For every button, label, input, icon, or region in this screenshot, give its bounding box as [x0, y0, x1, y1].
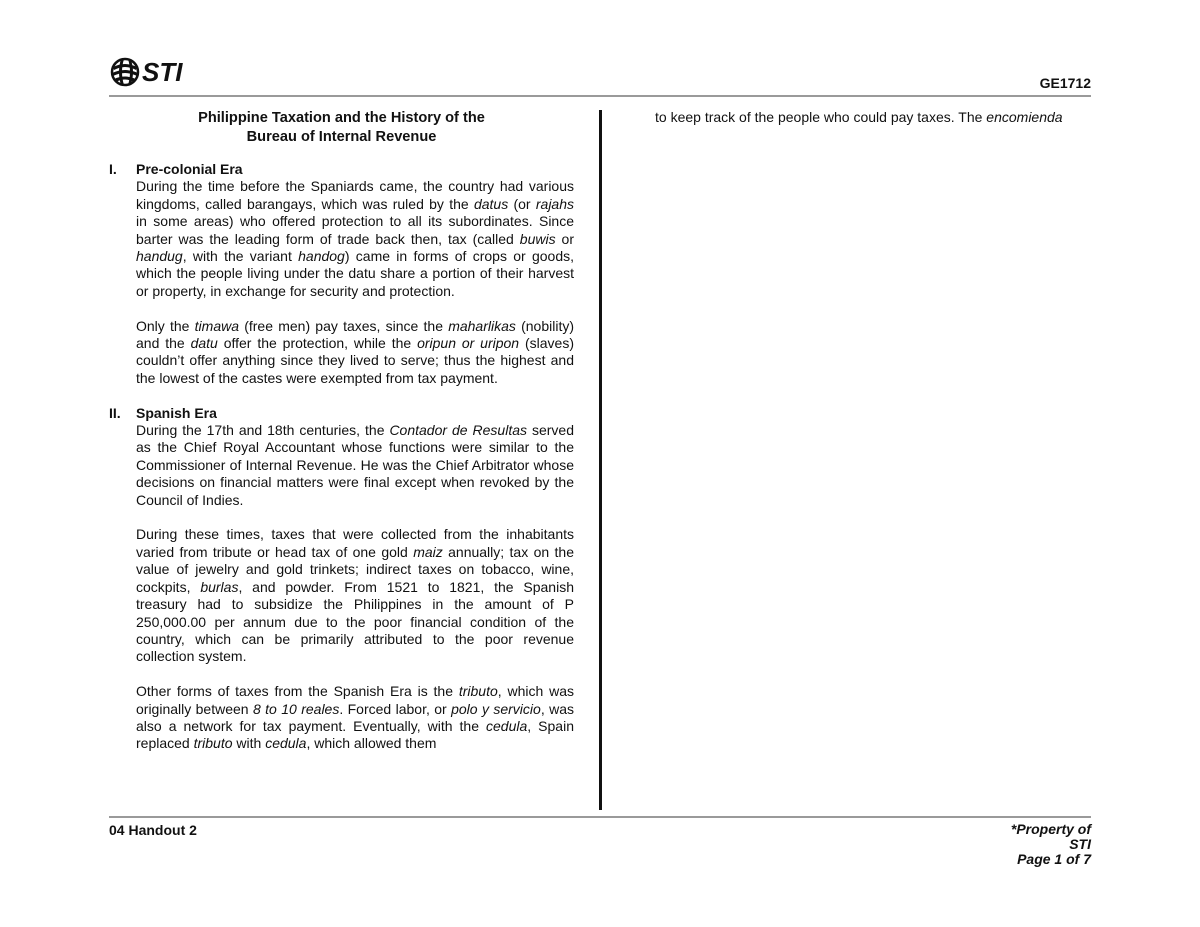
continued-text: to keep track of the people who could pay taxes. The [655, 109, 983, 125]
section-heading [109, 161, 574, 178]
globe-icon [109, 57, 141, 87]
paragraph [655, 109, 1097, 126]
handout-label: 04 Handout 2 [109, 822, 197, 838]
paragraph: During the time before the Spaniards came, the country had various kingdoms, called barangays, which was ruled by the datus (or rajahs in some areas) who offered protection to all its subordinates. Since barter was the leading form of trade back then, tax (called buwis or handug, with the variant handog) came in forms of crops or goods, which the people living under the datu share a portion of their harvest or property, in exchange for security and protection. [136, 178, 575, 299]
left-column [109, 109, 574, 753]
property-notice [971, 821, 1091, 867]
section-pre-colonial [109, 161, 574, 387]
title-line-2: Bureau of Internal Revenue [246, 129, 437, 145]
section-heading [109, 405, 574, 422]
property-line-1: *Property of [1010, 821, 1091, 837]
paragraph: Other forms of taxes from the Spanish Era is the tributo, which was originally between 8 to 10 reales. Forced labor, or polo y servicio, was also a network for tax payment. Eventually, with the cedula, Spain replaced tributo with cedula, which allowed them [136, 683, 574, 752]
right-column [655, 109, 1097, 126]
sti-logo [109, 56, 182, 88]
section-spanish-era [109, 405, 574, 753]
page-number: Page 1 of 7 [1017, 851, 1091, 867]
section-title: Spanish Era [136, 404, 217, 421]
paragraph: During these times, taxes that were collected from the inhabitants varied from tribute or head tax of one gold maiz annually; tax on the value of jewelry and gold trinkets; indirect taxes on tobacco, wine, cockpits, burlas, and powder. From 1521 to 1821, the Spanish treasury had to subsidize the Philippines in the amount of P 250,000.00 per annum due to the poor financial condition of the country, which can be primarily attributed to the poor revenue collection system. [136, 526, 574, 665]
document-title [109, 109, 574, 147]
property-line-2: STI [1069, 836, 1091, 852]
document-code: GE1712 [1039, 75, 1091, 91]
continued-italic: encomienda [986, 109, 1063, 125]
section-number: II. [109, 404, 121, 421]
header-rule [109, 95, 1091, 97]
paragraph: Only the timawa (free men) pay taxes, since the maharlikas (nobility) and the datu offer the protection, while the oripun or uripon (slaves) couldn’t offer anything since they lived to serve; thus the highest and the lowest of the castes were exempted from tax payment. [136, 317, 574, 386]
section-number: I. [109, 161, 117, 177]
footer-rule [109, 816, 1091, 818]
column-divider [599, 110, 602, 810]
title-line-1: Philippine Taxation and the History of the [198, 110, 485, 126]
paragraph: During the 17th and 18th centuries, the Contador de Resultas served as the Chief Royal Accountant whose functions were similar to the Commissioner of Internal Revenue. He was the Chief Arbitrator whose decisions on financial matters were final except when revoked by the Council of Indies. [136, 422, 574, 508]
logo-text: STI [142, 57, 183, 87]
section-title: Pre-colonial Era [136, 161, 243, 177]
